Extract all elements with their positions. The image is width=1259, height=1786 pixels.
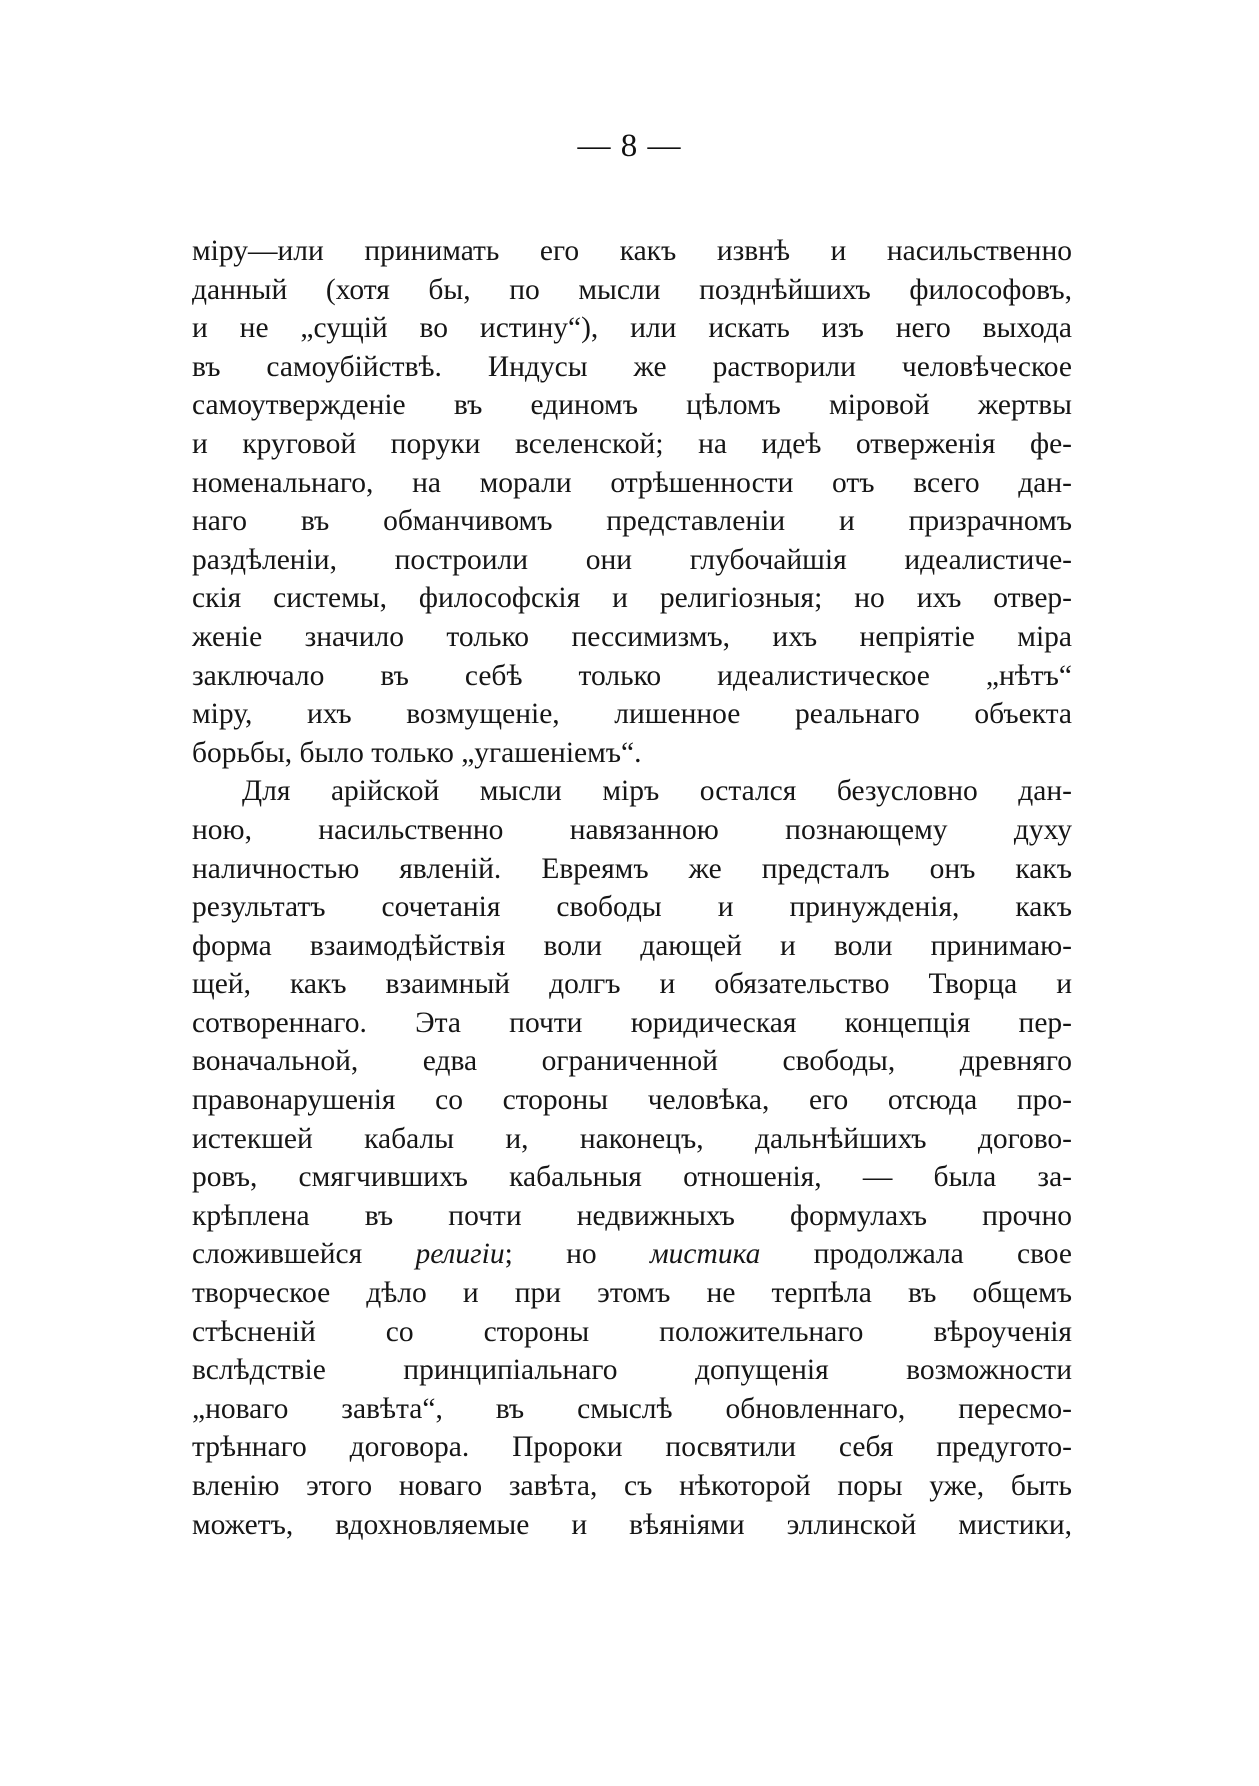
text-line: скія системы, философскія и религіозныя; но ихъ отвер- (192, 582, 1072, 615)
text-line: результатъ сочетанія свободы и принужденія, какъ (192, 891, 1072, 924)
text-line: раздѣленіи, построили они глубочайшія идеалистиче- (192, 543, 1072, 576)
text-line: правонарушенія со стороны человѣка, его отсюда про- (192, 1084, 1072, 1117)
text-line: щей, какъ взаимный долгъ и обязательство Творца и (192, 968, 1072, 1001)
italic-word-religion: религіи (415, 1238, 505, 1271)
text-line-with-italics: сложившейся религіи; но мистика продолжала свое (192, 1238, 1073, 1271)
italic-word-mysticism: мистика (649, 1238, 761, 1271)
text-line: вленію этого новаго завѣта, съ нѣкоторой поры уже, быть (192, 1470, 1072, 1502)
text-line: творческое дѣло и при этомъ не терпѣла въ общемъ (192, 1277, 1072, 1310)
text-line: женіе значило только пессимизмъ, ихъ непріятіе міра (192, 620, 1072, 653)
text-line: міру, ихъ возмущеніе, лишенное реальнаго объекта (192, 698, 1072, 731)
text-line: воначальной, едва ограниченной свободы, древняго (192, 1045, 1072, 1078)
text-line: номенальнаго, на морали отрѣшенности отъ всего дан- (192, 466, 1072, 499)
text-line: крѣплена въ почти недвижныхъ формулахъ прочно (192, 1199, 1072, 1232)
text-line: вслѣдствіе принципіальнаго допущенія возможности (192, 1354, 1072, 1387)
text-line: истекшей кабалы и, наконецъ, дальнѣйшихъ догово- (192, 1122, 1072, 1155)
text-line: и круговой поруки вселенской; на идеѣ отверженія фе- (192, 427, 1072, 460)
text-line: заключало въ себѣ только идеалистическое „нѣтъ“ (192, 659, 1072, 692)
text-line: и не „сущій во истину“), или искать изъ него выхода (192, 312, 1072, 345)
text-line: данный (хотя бы, по мысли позднѣйшихъ философовъ, (192, 273, 1072, 306)
paragraph (192, 232, 1072, 772)
text-line: трѣннаго договора. Пророки посвятили себя предугото- (192, 1431, 1072, 1464)
text-line: самоутвержденіе въ единомъ цѣломъ міровой жертвы (192, 389, 1072, 422)
paragraph (192, 772, 1072, 1544)
text-line: стѣсненій со стороны положительнаго вѣроученія (192, 1315, 1072, 1348)
page-number: — 8 — (577, 128, 682, 164)
text-line: „новаго завѣта“, въ смыслѣ обновленнаго, пересмо- (192, 1392, 1072, 1425)
text-line: наго въ обманчивомъ представленіи и призрачномъ (192, 505, 1072, 538)
text-line: міру—или принимать его какъ извнѣ и насильственно (192, 235, 1072, 267)
text-line: сотвореннаго. Эта почти юридическая концепція пер- (192, 1006, 1072, 1039)
text-line: можетъ, вдохновляемые и вѣяніями эллинской мистики, (192, 1508, 1072, 1541)
text-line: Для арійской мысли міръ остался безусловно дан- (242, 775, 1072, 808)
text-body (192, 232, 1072, 1544)
text-line: форма взаимодѣйствія воли дающей и воли принимаю- (192, 929, 1072, 962)
text-line: ровъ, смягчившихъ кабальныя отношенія, — была за- (192, 1161, 1072, 1194)
text-line: ною, насильственно навязанною познающему духу (192, 813, 1072, 846)
text-line: наличностью явленій. Евреямъ же предсталъ онъ какъ (192, 852, 1072, 885)
text-line: въ самоубійствѣ. Индусы же растворили человѣческое (192, 350, 1072, 383)
text-line: борьбы, было только „угашеніемъ“. (192, 736, 642, 769)
